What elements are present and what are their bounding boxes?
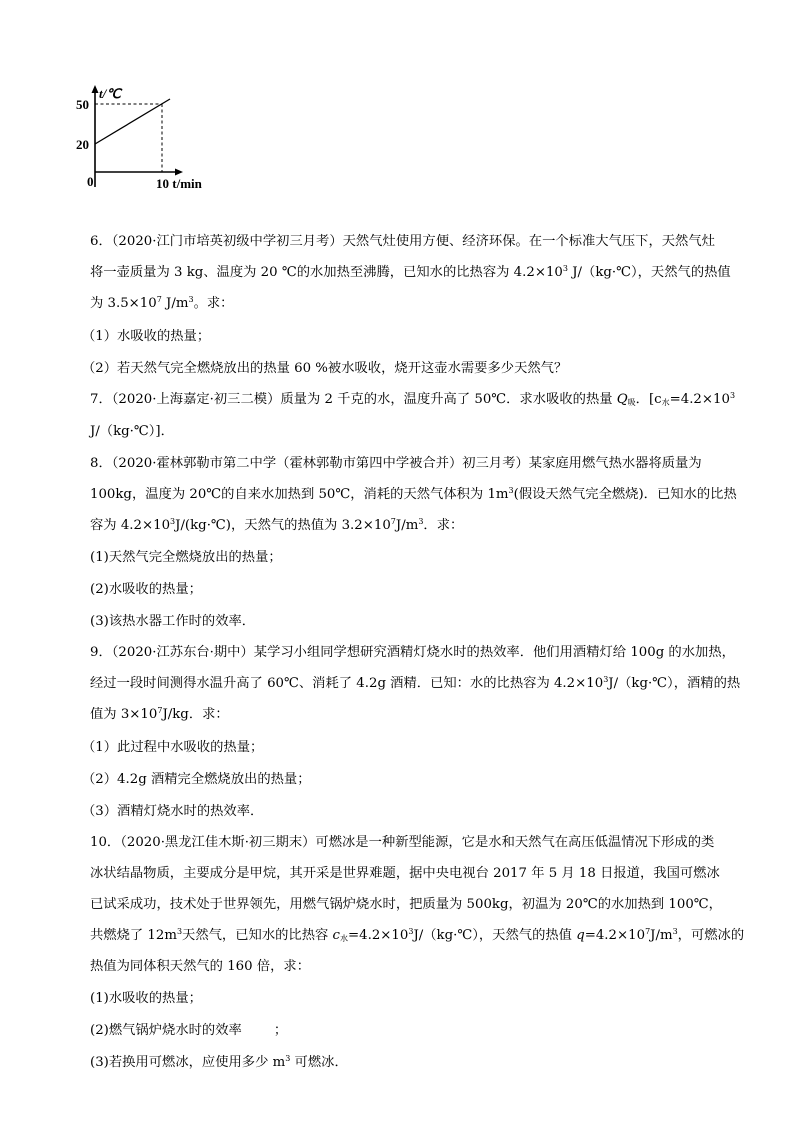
q7-line-1: 7．（2020·上海嘉定·初三二模）质量为 2 千克的水，温度升高了 50℃．求水吸收的热量 $Q_吸$．[$c_水=4.2\times 10^3$ <box>90 391 736 407</box>
q8-subquestion-1: (1)天然气完全燃烧放出的热量； <box>90 550 282 565</box>
q10-line-3: 已试采成功，技术处于世界领先，用燃气锅炉烧水时，把质量为 500kg，初温为 20℃的水加热到 100℃， <box>90 897 722 912</box>
q8-line-2: 100kg，温度为 20℃的自来水加热到 50℃，消耗的天然气体积为 $1m^3$(假设天然气完全燃烧)．已知水的比热 <box>90 486 737 502</box>
y-tick-20: 20 <box>76 137 89 152</box>
q9-subquestion-1: （1）此过程中水吸收的热量； <box>82 740 264 755</box>
q9-line-2: 经过一段时间测得水温升高了 60℃、消耗了 4.2g 酒精．已知：水的比热容为 $4.2\times 10^3J/(kg\cdot℃)$，酒精的热 <box>90 675 741 691</box>
q10-line-1: 10．（2020·黑龙江佳木斯·初三期末）可燃冰是一种新型能源，它是水和天然气在高压低温情况下形成的类 <box>90 835 715 850</box>
q6-line-1: 6．（2020·江门市培英初级中学初三月考）天然气灶使用方便、经济环保。在一个标准大气压下，天然气灶 <box>90 234 715 249</box>
q8-subquestion-2: (2)水吸收的热量； <box>90 582 202 597</box>
temperature-time-graph <box>70 82 220 194</box>
q6-subquestion-2: （2）若天然气完全燃烧放出的热量 60 %被水吸收，烧开这壶水需要多少天然气？ <box>82 361 568 376</box>
q9-line-3: 值为 $3\times 10^7J/kg$．求： <box>90 706 229 722</box>
q6-line-3: 为 $3.5\times 10^7$ $J/m^3$。求： <box>90 295 234 311</box>
q7-line-2: J/（kg·℃）]． <box>90 424 174 439</box>
q8-subquestion-3: (3)该热水器工作时的效率． <box>90 614 256 629</box>
q8-line-1: 8．（2020·霍林郭勒市第二中学（霍林郭勒市第四中学被合并）初三月考）某家庭用燃气热水器将质量为 <box>90 456 702 471</box>
data-line <box>95 99 170 144</box>
y-axis-arrow <box>92 85 99 93</box>
q10-subquestion-3: (3)若换用可燃冰，应使用多少 $m^3$ 可燃冰． <box>90 1054 348 1070</box>
q6-line-2: 将一壶质量为 3 kg、温度为 20 ℃的水加热至沸腾，已知水的比热容为 $4.2\times 10^3$ J/（kg·℃），天然气的热值 <box>90 264 731 280</box>
q6-subquestion-1: （1）水吸收的热量； <box>82 329 211 344</box>
origin-label: 0 <box>87 174 94 189</box>
q10-line-4: 共燃烧了 $12m^3$天然气，已知水的比热容 $c_水=4.2\times 10^3J/(kg\cdot℃)$，天然气的热值 $q=4.2\times 10^7J/m^3$，可燃冰的 <box>90 927 745 943</box>
q10-subquestion-1: (1)水吸收的热量； <box>90 991 202 1006</box>
y-tick-50: 50 <box>76 97 89 112</box>
y-axis-label: t/℃ <box>99 86 121 101</box>
q9-subquestion-3: （3）酒精灯烧水时的热效率． <box>82 804 264 819</box>
q9-line-1: 9．（2020·江苏东台·期中）某学习小组同学想研究酒精灯烧水时的热效率．他们用酒精灯给 100g 的水加热， <box>90 645 735 660</box>
q10-line-2: 冰状结晶物质，主要成分是甲烷，其开采是世界难题，据中央电视台 2017 年 5 月 18 日报道，我国可燃冰 <box>90 866 720 881</box>
q9-subquestion-2: （2）4.2g 酒精完全燃烧放出的热量； <box>82 772 311 787</box>
q10-subquestion-2: (2)燃气锅炉烧水时的效率 ； <box>90 1023 288 1038</box>
q10-line-5: 热值为同体积天然气的 160 倍，求： <box>90 959 310 974</box>
q8-line-3: 容为 $4.2\times 10^3J/(kg\cdot℃)$，天然气的热值为 $3.2\times 10^7J/m^3$．求： <box>90 517 464 533</box>
x-axis-arrow <box>175 169 183 176</box>
x-axis-label: 10 t/min <box>156 176 202 191</box>
